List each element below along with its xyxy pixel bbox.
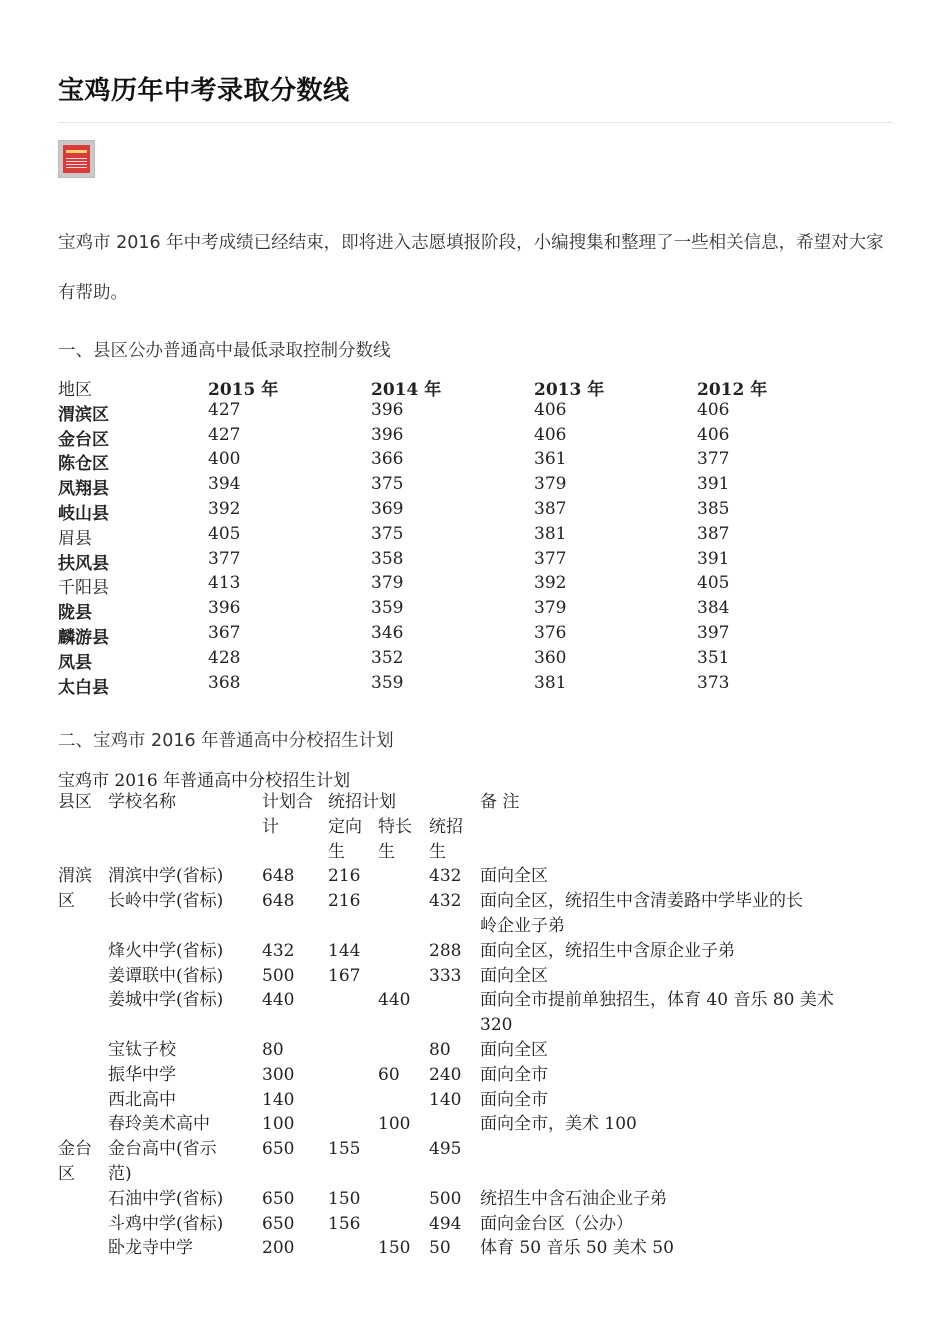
plan-cell: 300: [262, 1064, 295, 1085]
intro-paragraph: 宝鸡市 2016 年中考成绩已经结束，即将进入志愿填报阶段，小编搜集和整理了一些相关信息，希望对大家有帮助。: [58, 233, 884, 303]
score-cell: 413: [208, 573, 241, 594]
score-cell: 428: [208, 647, 241, 668]
score-cell: 381: [534, 672, 567, 693]
score-cell: 405: [208, 523, 241, 544]
score-cell: 392: [208, 498, 241, 519]
tz-cell: [429, 988, 480, 1013]
remark-cell: 面向全市: [480, 1064, 548, 1085]
table-row: [58, 598, 847, 623]
score-cell: 377: [208, 548, 241, 569]
header-cell: 2013 年: [534, 380, 605, 400]
dx-cell: [328, 1088, 378, 1113]
dx-cell: [328, 1112, 378, 1137]
tz-cell: 50: [429, 1238, 451, 1259]
table-row: [58, 1063, 860, 1088]
score-cell: 379: [371, 573, 404, 594]
county-cell: 区: [58, 1163, 75, 1184]
plan-cell: 650: [262, 1188, 295, 1209]
tz-cell: 432: [429, 891, 462, 912]
tz-cell: [429, 914, 480, 939]
header-cell: 地区: [58, 380, 92, 400]
tz-cell: [429, 1162, 480, 1187]
plan-cell: 200: [262, 1238, 295, 1259]
score-cell: 394: [208, 474, 241, 495]
tz-cell: 432: [429, 866, 462, 887]
remark-cell: 面向全市提前单独招生，体育 40 音乐 80 美术: [480, 990, 834, 1011]
table-row: [58, 988, 860, 1013]
plan-cell: 100: [262, 1114, 295, 1135]
dx-cell: 216: [328, 891, 361, 912]
dx-cell: 216: [328, 866, 361, 887]
remark-cell: [480, 1137, 860, 1162]
score-cell: 352: [371, 647, 404, 668]
header-county: 县区: [58, 792, 92, 812]
school-cell: 金台高中(省示: [108, 1139, 217, 1160]
school-cell: 姜城中学(省标): [108, 990, 224, 1011]
county-cell: [58, 914, 108, 939]
region-cell: 陇县: [58, 603, 92, 624]
table-row: [58, 1088, 860, 1113]
tc-cell: [378, 1088, 429, 1113]
school-cell: 西北高中: [108, 1089, 176, 1110]
school-cell: 卧龙寺中学: [108, 1238, 193, 1259]
score-cell: 400: [208, 449, 241, 470]
score-table-header: [58, 375, 847, 400]
plan-cell: 650: [262, 1139, 295, 1160]
table-row: [58, 1038, 860, 1063]
score-cell: 358: [371, 548, 404, 569]
table-row: [58, 549, 847, 574]
table-row: [58, 524, 847, 549]
dx-cell: 150: [328, 1188, 361, 1209]
county-cell: [58, 1063, 108, 1088]
score-cell: 406: [697, 399, 730, 420]
score-cell: 360: [534, 647, 567, 668]
tz-cell: 80: [429, 1039, 451, 1060]
table-row: [58, 1187, 860, 1212]
table-row: [58, 964, 860, 989]
remark-cell: 面向全区: [480, 1039, 548, 1060]
score-cell: 359: [371, 598, 404, 619]
plan-table: [58, 790, 860, 1261]
county-cell: [58, 1236, 108, 1261]
region-cell: 千阳县: [58, 578, 109, 599]
remark-cell: 体育 50 音乐 50 美术 50: [480, 1238, 674, 1259]
region-cell: 渭滨区: [58, 404, 109, 425]
table-row: [58, 914, 860, 939]
table-row: [58, 1212, 860, 1237]
region-cell: 太白县: [58, 677, 109, 698]
school-cell: 烽火中学(省标): [108, 940, 224, 961]
score-cell: 384: [697, 598, 730, 619]
score-cell: 379: [534, 474, 567, 495]
score-cell: 375: [371, 474, 404, 495]
score-cell: 369: [371, 498, 404, 519]
table-row: [58, 889, 860, 914]
dx-cell: [328, 1162, 378, 1187]
dx-cell: 144: [328, 940, 361, 961]
page-title: 宝鸡历年中考录取分数线: [58, 76, 350, 106]
plan-table-caption: 宝鸡市 2016 年普通高中分校招生计划: [58, 771, 351, 791]
plan-cell: 500: [262, 965, 295, 986]
school-cell: 春玲美术高中: [108, 1114, 210, 1135]
tz-cell: 140: [429, 1089, 462, 1110]
tc-cell: [378, 1212, 429, 1237]
region-cell: 岐山县: [58, 503, 109, 524]
thumbnail-image[interactable]: [58, 140, 95, 178]
remark-cell: [480, 1162, 860, 1187]
dx-cell: [328, 914, 378, 939]
score-cell: 391: [697, 474, 730, 495]
remark-cell: 面向全区: [480, 965, 548, 986]
table-row: [58, 449, 847, 474]
plan-cell: 432: [262, 940, 295, 961]
score-cell: 376: [534, 622, 567, 643]
remark-cell: 面向全区，统招生中含原企业子弟: [480, 940, 735, 961]
tc-cell: [378, 1137, 429, 1162]
score-cell: 397: [697, 622, 730, 643]
plan-cell: [262, 1013, 328, 1038]
score-cell: 375: [371, 523, 404, 544]
header-cell: 2015 年: [208, 380, 279, 400]
tz-cell: 494: [429, 1213, 462, 1234]
remark-cell: 面向全区: [480, 866, 548, 887]
remark-cell: 岭企业子弟: [480, 915, 565, 936]
region-cell: 金台区: [58, 429, 109, 450]
table-row: [58, 499, 847, 524]
dx-cell: [328, 1013, 378, 1038]
school-cell: 斗鸡中学(省标): [108, 1213, 224, 1234]
score-cell: 387: [534, 498, 567, 519]
county-cell: [58, 1088, 108, 1113]
county-cell: [58, 964, 108, 989]
dx-cell: 155: [328, 1139, 361, 1160]
plan-cell: 648: [262, 866, 295, 887]
tz-cell: 333: [429, 965, 462, 986]
score-cell: 406: [534, 399, 567, 420]
score-cell: 406: [534, 424, 567, 445]
plan-cell: 648: [262, 891, 295, 912]
header-cell: 2014 年: [371, 380, 442, 400]
table-row: [58, 1013, 860, 1038]
header-remark: 备 注: [480, 792, 520, 812]
table-row: [58, 400, 847, 425]
plan-cell: 650: [262, 1213, 295, 1234]
county-cell: 金台: [58, 1139, 92, 1160]
tz-cell: [429, 1013, 480, 1038]
county-cell: 区: [58, 891, 75, 912]
table-row: [58, 1236, 860, 1261]
remark-cell: 面向全区，统招生中含清姜路中学毕业的长: [480, 891, 803, 912]
school-cell: 姜谭联中(省标): [108, 965, 224, 986]
score-cell: 387: [697, 523, 730, 544]
school-cell: 长岭中学(省标): [108, 891, 224, 912]
score-table: [58, 375, 847, 697]
county-cell: [58, 1112, 108, 1137]
plan-cell: 440: [262, 990, 295, 1011]
plan-cell: 140: [262, 1089, 295, 1110]
dx-cell: 167: [328, 965, 361, 986]
score-cell: 366: [371, 449, 404, 470]
remark-cell: 320: [480, 1015, 513, 1036]
table-row: [58, 648, 847, 673]
title-divider: [58, 122, 893, 123]
dx-cell: 156: [328, 1213, 361, 1234]
tc-cell: [378, 1187, 429, 1212]
score-cell: 381: [534, 523, 567, 544]
tz-cell: 240: [429, 1064, 462, 1085]
table-row: [58, 864, 860, 889]
school-cell: 渭滨中学(省标): [108, 866, 224, 887]
tz-cell: 495: [429, 1139, 462, 1160]
school-cell: 宝钛子校: [108, 1039, 176, 1060]
score-cell: 359: [371, 672, 404, 693]
score-cell: 351: [697, 647, 730, 668]
county-cell: [58, 1187, 108, 1212]
remark-cell: 面向全市: [480, 1089, 548, 1110]
school-cell: [108, 1013, 262, 1038]
header-plan: 计划合 计: [262, 792, 313, 837]
region-cell: 扶风县: [58, 553, 109, 574]
county-cell: [58, 1212, 108, 1237]
table-row: [58, 1137, 860, 1162]
school-cell: [108, 914, 262, 939]
dx-cell: [328, 1038, 378, 1063]
score-cell: 377: [697, 449, 730, 470]
tz-cell: 288: [429, 940, 462, 961]
tc-cell: 440: [378, 990, 411, 1011]
section1-heading: 一、县区公办普通高中最低录取控制分数线: [58, 341, 391, 361]
score-cell: 396: [208, 598, 241, 619]
header-cell: 2012 年: [697, 380, 768, 400]
tc-cell: 150: [378, 1238, 411, 1259]
remark-cell: 面向全市，美术 100: [480, 1114, 637, 1135]
tc-cell: 60: [378, 1064, 400, 1085]
region-cell: 麟游县: [58, 627, 109, 648]
table-row: [58, 673, 847, 698]
table-row: [58, 573, 847, 598]
score-cell: 396: [371, 424, 404, 445]
region-cell: 凤县: [58, 652, 92, 673]
dx-cell: [328, 1063, 378, 1088]
dx-cell: [328, 1236, 378, 1261]
tz-cell: 500: [429, 1188, 462, 1209]
tc-cell: [378, 939, 429, 964]
remark-cell: 面向金台区（公办）: [480, 1213, 633, 1234]
score-cell: 406: [697, 424, 730, 445]
table-row: [58, 1112, 860, 1137]
remark-cell: 统招生中含石油企业子弟: [480, 1188, 667, 1209]
county-cell: [58, 1013, 108, 1038]
score-cell: 346: [371, 622, 404, 643]
region-cell: 陈仓区: [58, 454, 109, 475]
score-cell: 396: [371, 399, 404, 420]
score-cell: 405: [697, 573, 730, 594]
table-row: [58, 425, 847, 450]
score-cell: 379: [534, 598, 567, 619]
region-cell: 凤翔县: [58, 479, 109, 500]
tc-cell: 100: [378, 1114, 411, 1135]
score-cell: 368: [208, 672, 241, 693]
tc-cell: [378, 864, 429, 889]
header-school: 学校名称: [108, 792, 176, 812]
score-cell: 373: [697, 672, 730, 693]
score-cell: 361: [534, 449, 567, 470]
plan-cell: [262, 914, 328, 939]
table-row: [58, 939, 860, 964]
section2-heading: 二、宝鸡市 2016 年普通高中分校招生计划: [58, 731, 394, 751]
county-cell: [58, 988, 108, 1013]
score-cell: 391: [697, 548, 730, 569]
tc-cell: [378, 1162, 429, 1187]
table-row: [58, 474, 847, 499]
score-cell: 377: [534, 548, 567, 569]
tz-cell: [429, 1112, 480, 1137]
tc-cell: [378, 914, 429, 939]
table-row: [58, 1162, 860, 1187]
tc-cell: [378, 1038, 429, 1063]
tc-cell: [378, 964, 429, 989]
score-cell: 427: [208, 399, 241, 420]
plan-cell: [262, 1162, 328, 1187]
table-row: [58, 623, 847, 648]
score-cell: 392: [534, 573, 567, 594]
dx-cell: [328, 988, 378, 1013]
score-cell: 367: [208, 622, 241, 643]
school-cell: 振华中学: [108, 1064, 176, 1085]
tc-cell: [378, 889, 429, 914]
school-cell: 范): [108, 1163, 132, 1184]
poster-icon: [63, 145, 90, 173]
score-cell: 385: [697, 498, 730, 519]
header-unified: 统招计划 定向 生 特长 生 统招 生: [328, 792, 463, 862]
score-cell: 427: [208, 424, 241, 445]
plan-table-header: [58, 790, 860, 864]
county-cell: [58, 1038, 108, 1063]
county-cell: 渭滨: [58, 866, 92, 887]
tc-cell: [378, 1013, 429, 1038]
school-cell: 石油中学(省标): [108, 1188, 224, 1209]
county-cell: [58, 939, 108, 964]
region-cell: 眉县: [58, 528, 92, 549]
plan-cell: 80: [262, 1039, 284, 1060]
